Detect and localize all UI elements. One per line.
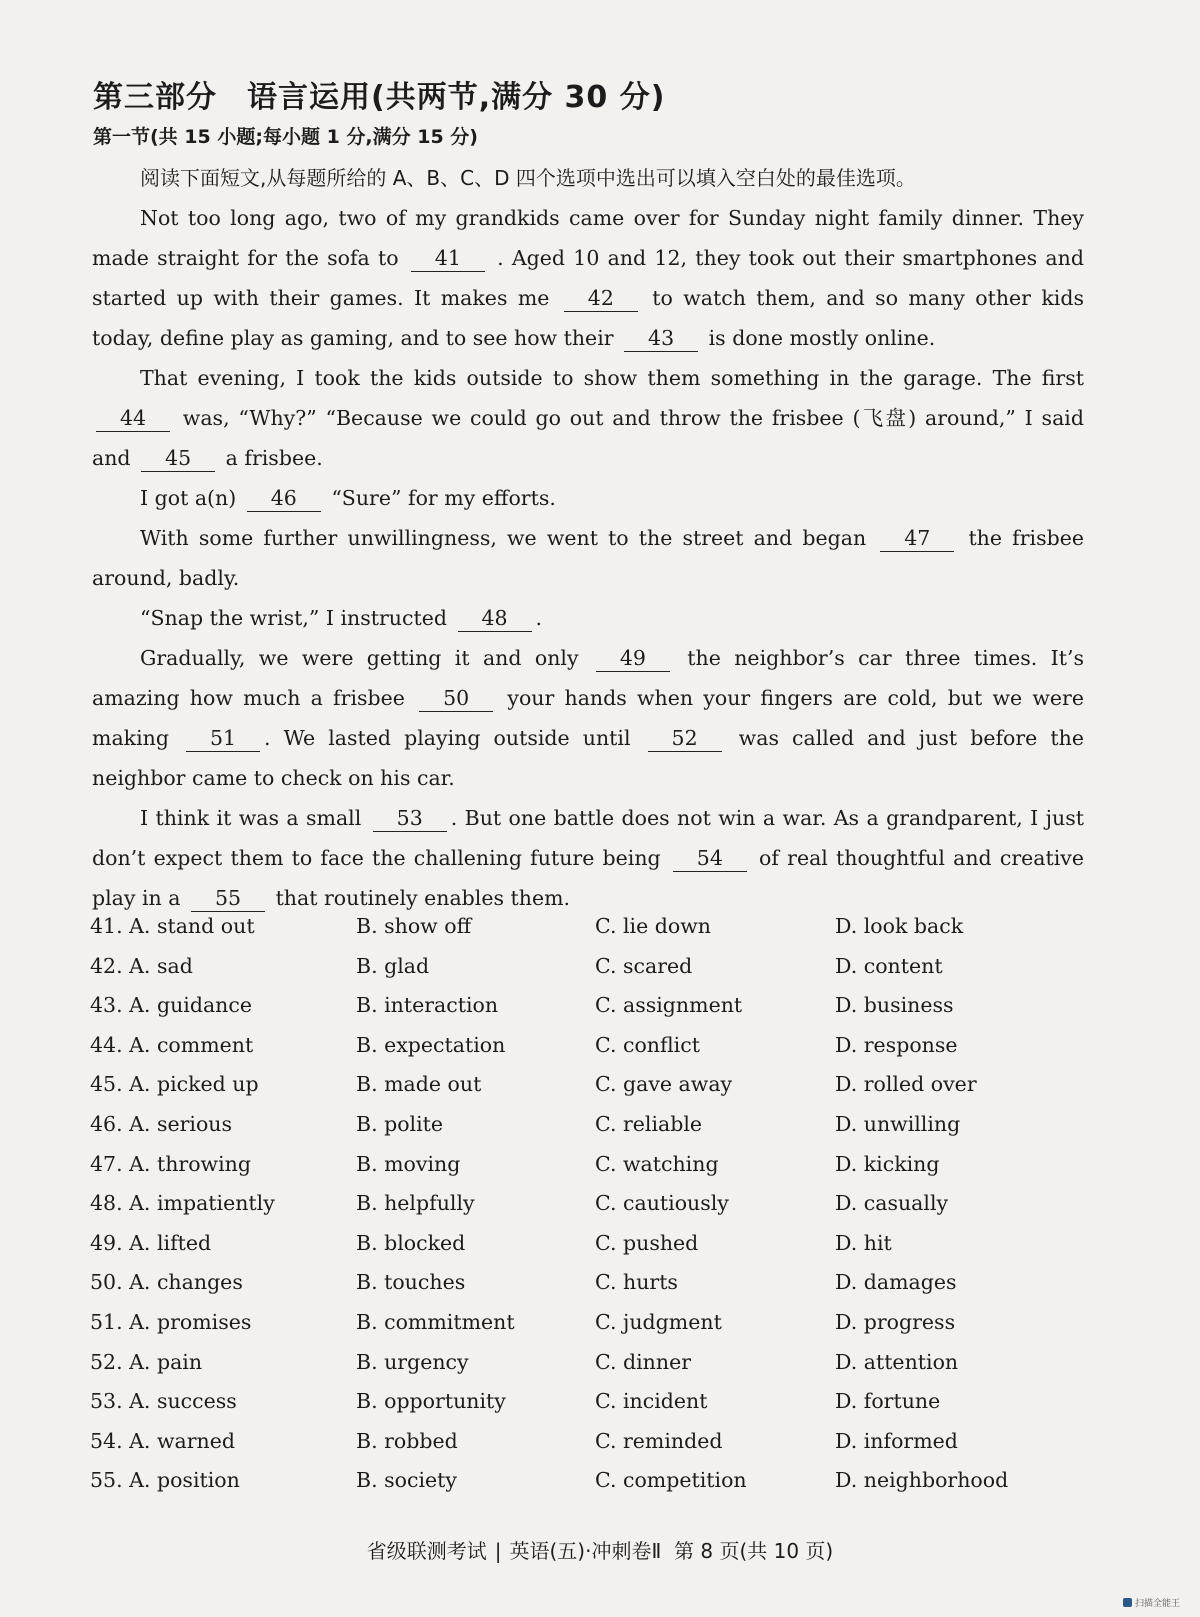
footer-separator: |	[494, 1539, 502, 1563]
option-b: B. helpfully	[356, 1191, 475, 1216]
question-47-options	[90, 1152, 1100, 1192]
passage-text: is done mostly online.	[708, 326, 936, 350]
scanner-watermark	[1123, 1596, 1180, 1609]
option-d: D. kicking	[835, 1151, 940, 1176]
passage-text: your hands when your fingers are cold, but we were making	[92, 686, 1084, 750]
passage-text: was, “Why?” “Because we could go out and throw the frisbee (飞盘) around,” I said and	[92, 406, 1084, 470]
option-c: C. reliable	[595, 1111, 703, 1136]
option-d: D. progress	[835, 1309, 956, 1334]
passage-text: “Sure” for my efforts.	[331, 486, 556, 510]
question-48-options	[90, 1191, 1100, 1231]
passage-text: With some further unwillingness, we went to the street and began	[140, 526, 867, 550]
option-d: D. look back	[835, 914, 964, 938]
option-d: D. informed	[835, 1428, 958, 1453]
option-d: D. rolled over	[835, 1072, 977, 1097]
option-d: D. content	[835, 953, 943, 978]
blank-51: 51	[186, 725, 260, 752]
option-d: D. fortune	[835, 1389, 941, 1414]
option-d: D. casually	[835, 1191, 949, 1216]
passage-text: to watch them, and so many other kids today, define play as gaming, and to see how their	[92, 286, 1085, 350]
paragraph	[92, 358, 1084, 478]
option-c: C. cautiously	[595, 1191, 729, 1216]
option-c: C. lie down	[595, 914, 711, 938]
question-41-options	[90, 914, 1100, 954]
question-54-options	[90, 1429, 1100, 1469]
option-b: B. blocked	[356, 1230, 466, 1255]
option-b: B. opportunity	[356, 1389, 506, 1414]
option-a: 52. A. pain	[90, 1349, 203, 1374]
blank-53: 53	[373, 805, 447, 832]
blank-55: 55	[191, 885, 265, 912]
option-c: C. gave away	[595, 1072, 733, 1097]
passage-text: . But one battle does not win a war. As a grandparent, I just don’t expect them to face the challening future being	[92, 806, 1084, 870]
blank-48: 48	[458, 605, 532, 632]
option-b: B. interaction	[356, 993, 499, 1018]
option-d: D. business	[835, 993, 954, 1018]
paragraph	[92, 478, 1084, 518]
part-heading: 语言运用(共两节,满分 30 分)	[247, 80, 666, 115]
question-44-options	[90, 1033, 1100, 1073]
question-45-options	[90, 1072, 1100, 1112]
passage-text: a frisbee.	[225, 446, 323, 470]
paragraph	[92, 638, 1084, 798]
question-53-options	[90, 1389, 1100, 1429]
option-a: 43. A. guidance	[90, 993, 252, 1018]
passage-text: Not too long ago, two of my grandkids came over for Sunday night family dinner. They made straight for the sofa to	[92, 206, 1084, 270]
instruction: 阅读下面短文,从每题所给的 A、B、C、D 四个选项中选出可以填入空白处的最佳选项。	[140, 166, 916, 190]
blank-42: 42	[564, 285, 638, 312]
option-d: D. attention	[835, 1349, 959, 1374]
section-title: 第一节(共 15 小题;每小题 1 分,满分 15 分)	[93, 126, 478, 148]
option-d: D. response	[835, 1032, 958, 1057]
option-b: B. glad	[356, 953, 430, 978]
blank-46: 46	[247, 485, 321, 512]
blank-47: 47	[880, 525, 954, 552]
option-c: C. assignment	[595, 993, 743, 1018]
paragraph	[92, 198, 1084, 358]
subject-name: 英语(五)·冲刺卷Ⅱ	[509, 1539, 662, 1563]
option-c: C. judgment	[595, 1309, 722, 1334]
option-a: 45. A. picked up	[90, 1072, 259, 1097]
option-c: C. incident	[595, 1389, 708, 1414]
cloze-passage	[92, 198, 1084, 918]
option-a: 42. A. sad	[90, 953, 193, 978]
paragraph	[92, 598, 1084, 638]
option-d: D. unwilling	[835, 1111, 961, 1136]
blank-52: 52	[648, 725, 722, 752]
page-number: 第 8 页(共 10 页)	[674, 1539, 834, 1563]
passage-text: that routinely enables them.	[275, 886, 571, 910]
paragraph	[92, 798, 1084, 918]
question-52-options	[90, 1350, 1100, 1390]
passage-text: was called and just before the neighbor came to check on his car.	[92, 726, 1084, 790]
question-49-options	[90, 1231, 1100, 1271]
option-d: D. neighborhood	[835, 1468, 1009, 1493]
passage-text: of real thoughtful and creative play in a	[92, 846, 1084, 910]
question-51-options	[90, 1310, 1100, 1350]
option-b: B. polite	[356, 1111, 444, 1136]
blank-45: 45	[141, 445, 215, 472]
option-c: C. conflict	[595, 1032, 700, 1057]
option-d: D. damages	[835, 1270, 957, 1295]
question-50-options	[90, 1270, 1100, 1310]
exam-name: 省级联测考试	[366, 1539, 487, 1563]
option-a: 54. A. warned	[90, 1428, 235, 1453]
option-c: C. dinner	[595, 1349, 692, 1374]
option-c: C. competition	[595, 1468, 747, 1493]
option-a: 55. A. position	[90, 1468, 240, 1493]
option-a: 50. A. changes	[90, 1270, 243, 1295]
option-b: B. touches	[356, 1270, 466, 1295]
question-46-options	[90, 1112, 1100, 1152]
part-label: 第三部分	[93, 80, 217, 115]
blank-43: 43	[624, 325, 698, 352]
passage-text: . Aged 10 and 12, they took out their smartphones and started up with their games. It makes me	[92, 246, 1084, 310]
option-c: C. hurts	[595, 1270, 678, 1295]
part-title	[93, 72, 665, 116]
option-a: 49. A. lifted	[90, 1230, 212, 1255]
option-a: 48. A. impatiently	[90, 1191, 275, 1216]
blank-50: 50	[419, 685, 493, 712]
passage-text: “Snap the wrist,” I instructed	[140, 606, 447, 630]
passage-text: . We lasted playing outside until	[264, 726, 631, 750]
passage-text: I got a(n)	[140, 486, 237, 510]
question-55-options	[90, 1468, 1100, 1508]
answer-options	[90, 914, 1100, 1508]
blank-49: 49	[596, 645, 670, 672]
passage-text: That evening, I took the kids outside to show them something in the garage. The first	[140, 366, 1084, 390]
option-c: C. pushed	[595, 1230, 699, 1255]
blank-44: 44	[96, 405, 170, 432]
option-b: B. show off	[356, 914, 472, 938]
option-b: B. moving	[356, 1151, 461, 1176]
option-d: D. hit	[835, 1230, 892, 1255]
option-c: C. reminded	[595, 1428, 723, 1453]
option-b: B. society	[356, 1468, 457, 1493]
passage-text: the neighbor’s car three times. It’s amazing how much a frisbee	[92, 646, 1084, 710]
scanner-watermark-text: 扫描全能王	[1134, 1599, 1180, 1609]
question-42-options	[90, 954, 1100, 994]
option-b: B. urgency	[356, 1349, 469, 1374]
blank-54: 54	[673, 845, 747, 872]
option-a: 41. A. stand out	[90, 914, 255, 938]
option-b: B. robbed	[356, 1428, 458, 1453]
page-footer	[0, 1535, 1200, 1564]
passage-text: .	[535, 606, 543, 630]
scanner-logo-icon	[1123, 1598, 1132, 1607]
passage-text: I think it was a small	[140, 806, 362, 830]
option-b: B. expectation	[356, 1032, 506, 1057]
option-a: 51. A. promises	[90, 1309, 252, 1334]
option-a: 53. A. success	[90, 1389, 237, 1414]
option-c: C. watching	[595, 1151, 719, 1176]
passage-text: the frisbee around, badly.	[92, 526, 1084, 590]
blank-41: 41	[411, 245, 485, 272]
option-b: B. commitment	[356, 1309, 515, 1334]
option-a: 46. A. serious	[90, 1111, 233, 1136]
option-a: 47. A. throwing	[90, 1151, 251, 1176]
option-a: 44. A. comment	[90, 1032, 254, 1057]
paragraph	[92, 518, 1084, 598]
option-b: B. made out	[356, 1072, 482, 1097]
passage-text: Gradually, we were getting it and only	[140, 646, 579, 670]
option-c: C. scared	[595, 953, 693, 978]
question-43-options	[90, 993, 1100, 1033]
